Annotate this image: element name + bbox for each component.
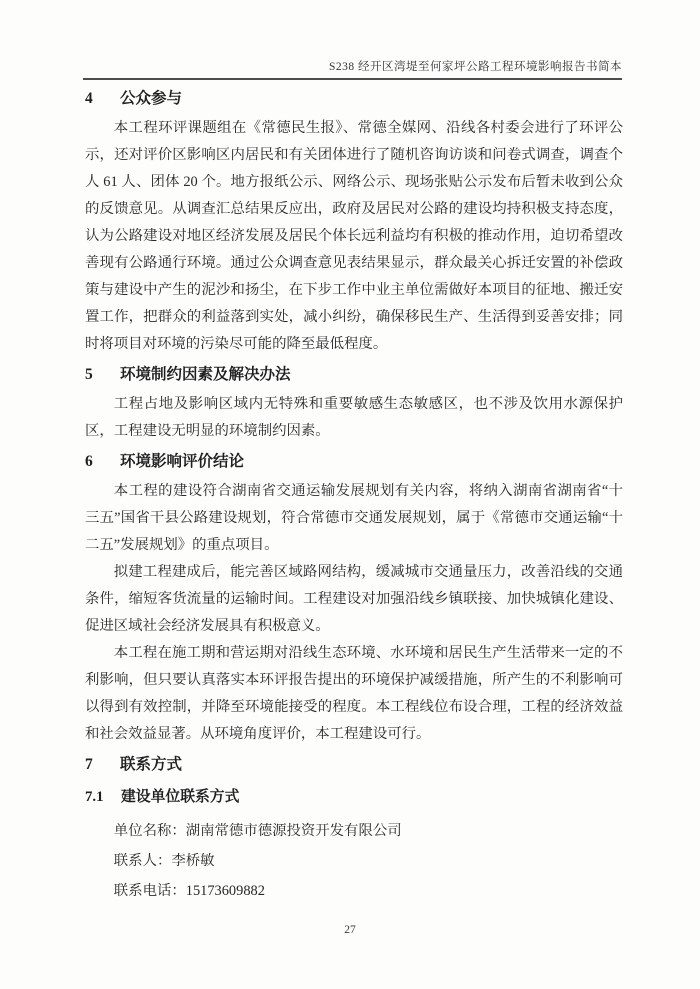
paragraph: 工程占地及影响区域内无特殊和重要敏感生态敏感区，也不涉及饮用水源保护区，工程建设无明显的环境制约因素。 xyxy=(85,396,623,439)
paragraph: 本工程的建设符合湖南省交通运输发展规划有关内容，将纳入湖南省湖南省“十三五”国省干县公路建设规划，符合常德市交通发展规划，属于《常德市交通运输“十二五”发展规划》的重点项目。 xyxy=(85,483,623,553)
section-heading-7 xyxy=(85,754,623,775)
subsection-heading-7-1 xyxy=(85,787,623,808)
contact-phone: 联系电话：15173609882 xyxy=(113,883,265,899)
subsection-number: 7.1 xyxy=(85,789,104,805)
page-number: 27 xyxy=(344,924,356,936)
contact-unit-name: 单位名称：湖南常德市德源投资开发有限公司 xyxy=(113,823,402,839)
paragraph: 本工程环评课题组在《常德民生报》、常德全媒网、沿线各村委会进行了环评公示，还对评价区影响区内居民和有关团体进行了随机咨询访谈和问卷式调查，调查个人 61 人、团体 20 个。地方报纸公示、网络公示、现场张贴公示发布后暂未收到公众的反馈意见。从调查汇总结果反应出，政府及居民对公路的建设均持积极支持态度，认为公路建设对地区经济发展及居民个体长远利益均有积极的推动作用，迫切希望改善现有公路通行环境。通过公众调查意见表结果显示，群众最关心拆迁安置的补偿政策与建设中产生的泥沙和扬尘，在下步工作中业主单位需做好本项目的征地、搬迁安置工作，把群众的利益落到实处，减小纠纷，确保移民生产、生活得到妥善安排；同时将项目对环境的污染尽可能的降至最低程度。 xyxy=(85,120,623,352)
section-number: 4 xyxy=(85,90,93,107)
contact-info xyxy=(85,818,623,905)
section-number: 5 xyxy=(85,366,93,383)
running-header-title: S238 经开区湾堤至何家坪公路工程环境影响报告书简本 xyxy=(328,61,622,73)
paragraph: 拟建工程建成后，能完善区域路网结构，缓减城市交通量压力，改善沿线的交通条件，缩短客货流量的运输时间。工程建设对加强沿线乡镇联接、加快城镇化建设、促进区域社会经济发展具有积极意义。 xyxy=(85,564,623,634)
contact-person: 联系人：李桥敏 xyxy=(113,853,215,869)
subsection-title: 建设单位联系方式 xyxy=(121,789,240,805)
section-title: 环境影响评价结论 xyxy=(120,453,245,470)
section-title: 环境制约因素及解决办法 xyxy=(120,366,291,383)
page-content xyxy=(85,82,623,905)
section-title: 公众参与 xyxy=(120,90,183,107)
section-number: 6 xyxy=(85,453,93,470)
section-heading-4 xyxy=(85,88,623,109)
paragraph: 本工程在施工期和营运期对沿线生态环境、水环境和居民生产生活带来一定的不利影响，但只要认真落实本环评报告提出的环境保护减缓措施，所产生的不利影响可以得到有效控制，并降至环境能接受的程度。本工程线位布设合理，工程的经济效益和社会效益显著。从环境角度评价，本工程建设可行。 xyxy=(85,645,623,742)
section-heading-6 xyxy=(85,451,623,472)
section-heading-5 xyxy=(85,364,623,385)
page-footer xyxy=(0,924,700,936)
page-header xyxy=(83,58,622,80)
section-title: 联系方式 xyxy=(120,756,183,773)
section-number: 7 xyxy=(85,756,93,773)
